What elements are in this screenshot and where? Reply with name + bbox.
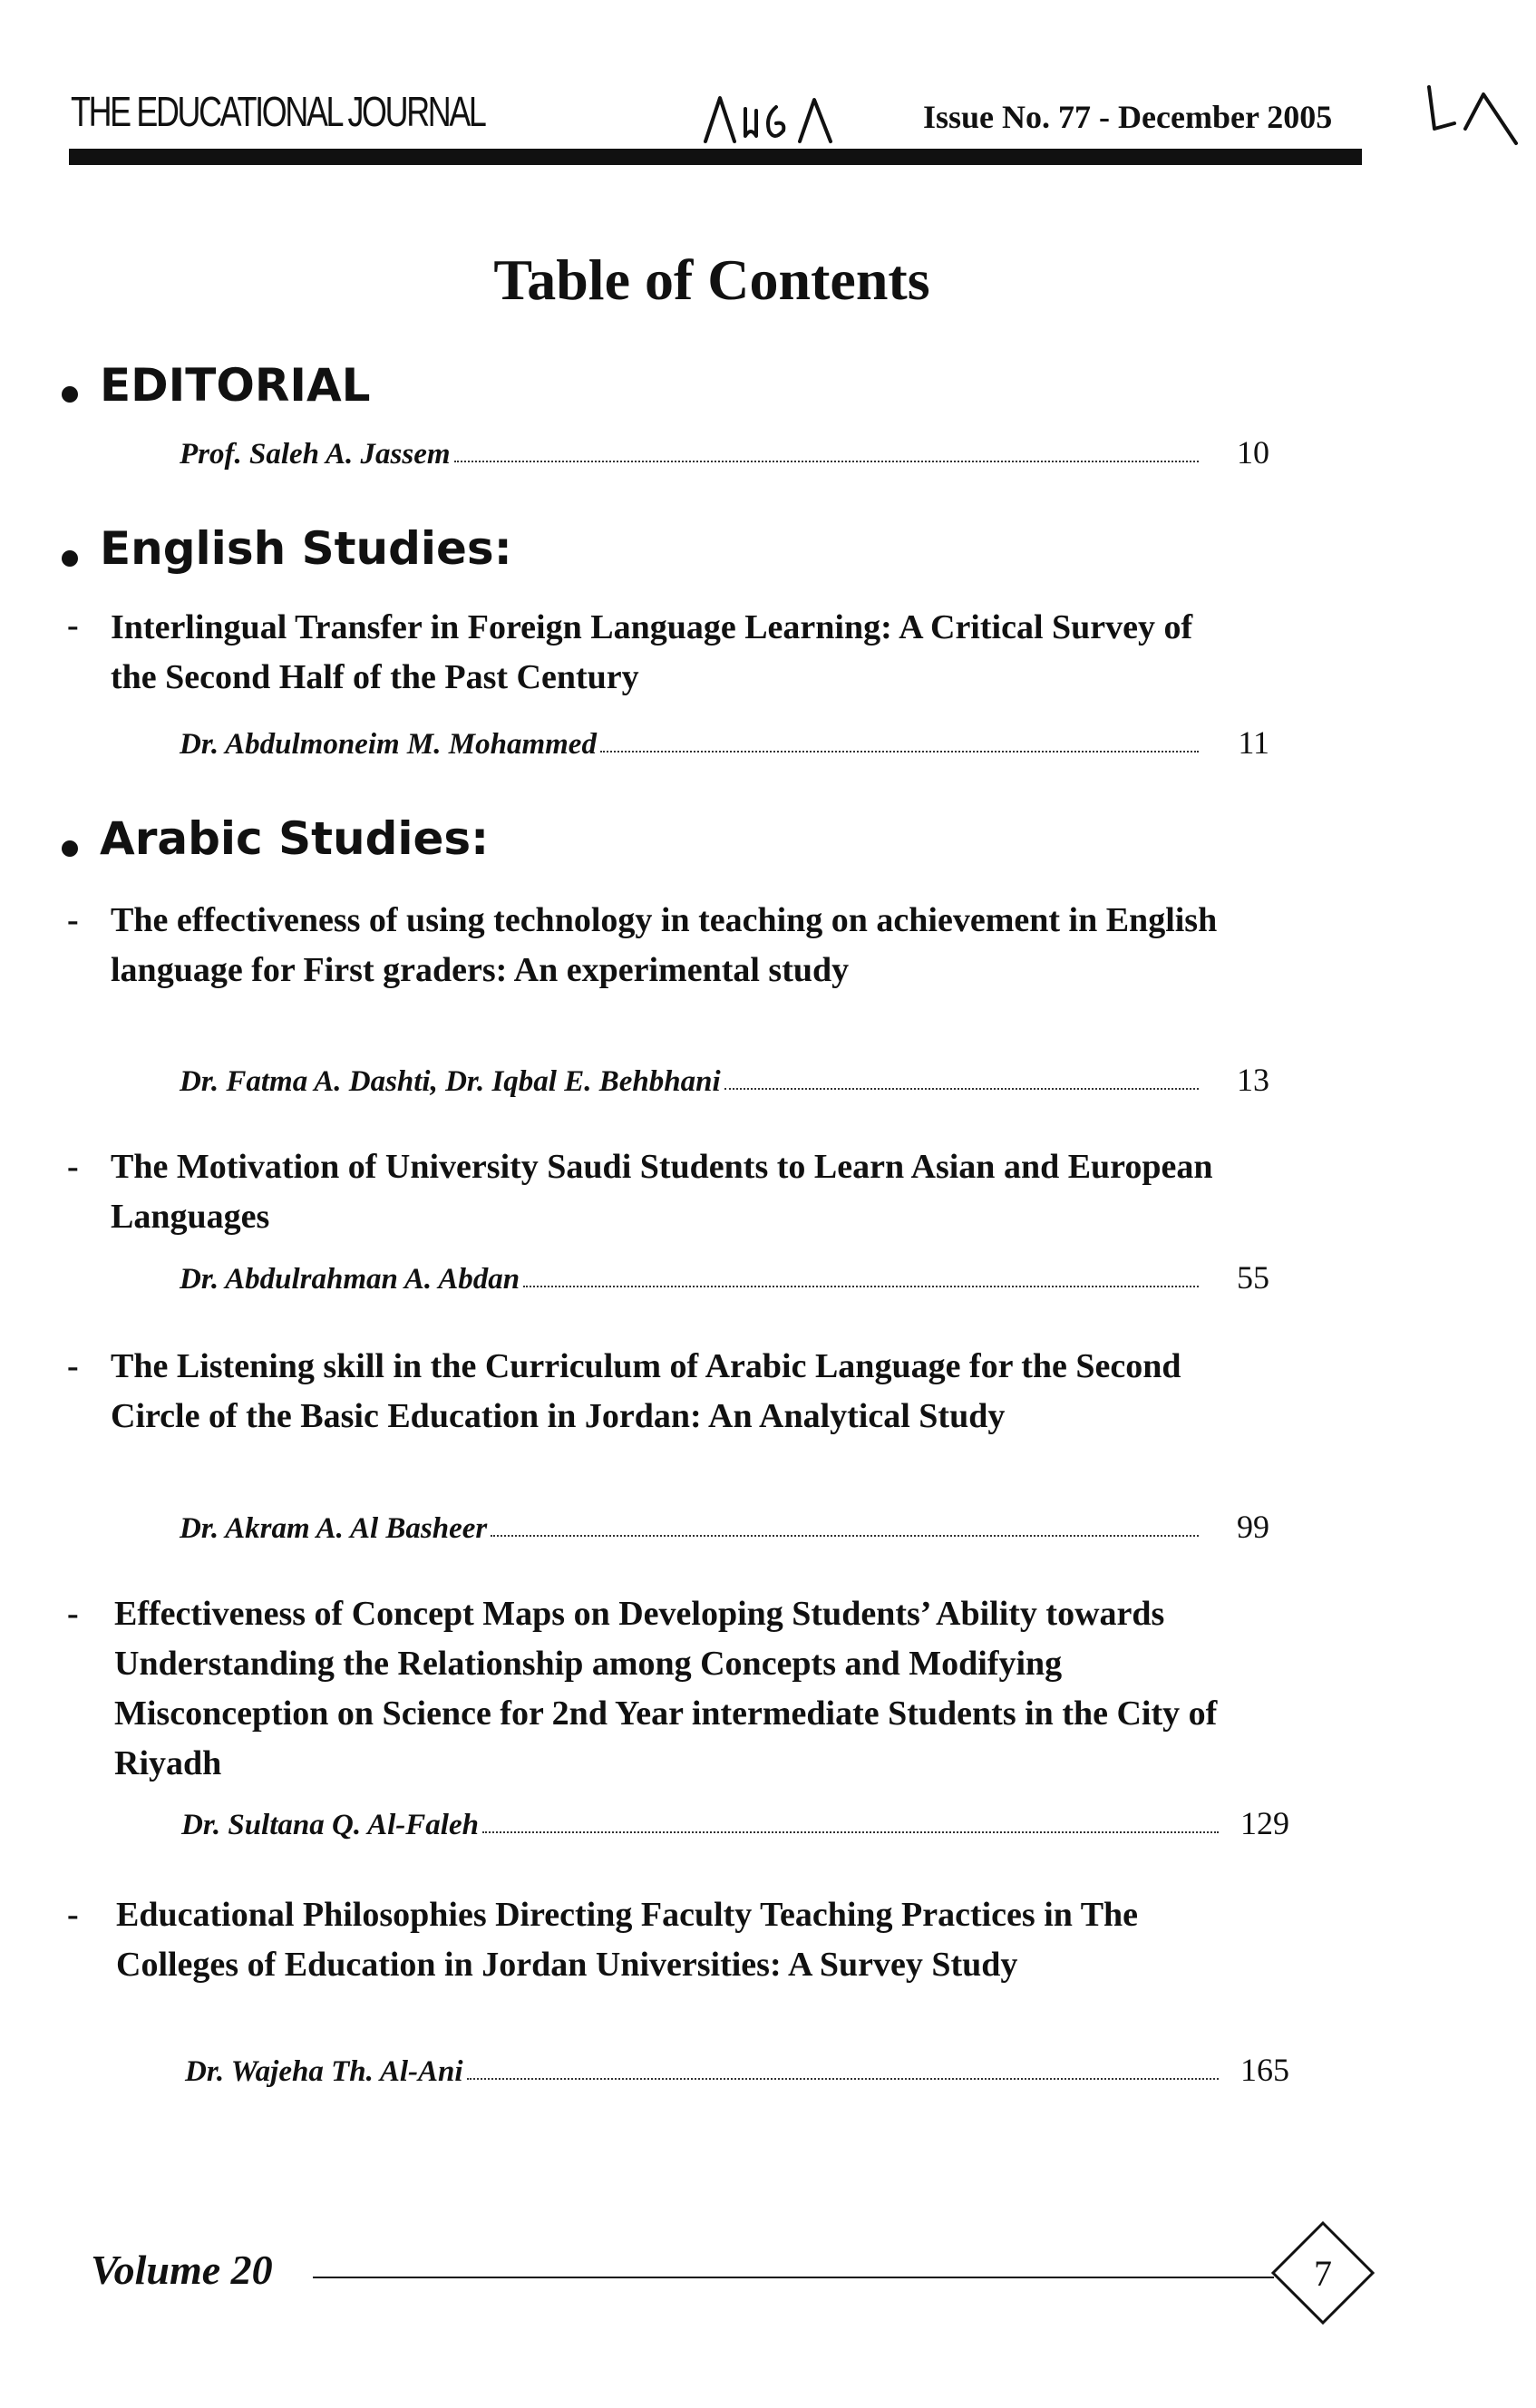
entry-title[interactable]: The Motivation of University Saudi Students to Learn Asian and European Languages bbox=[111, 1148, 1213, 1236]
entry-dash: - bbox=[67, 1347, 79, 1385]
toc-entry[interactable] bbox=[180, 1508, 1269, 1546]
entry-author: Dr. Sultana Q. Al-Faleh bbox=[181, 1809, 479, 1841]
entry-author: Dr. Wajeha Th. Al-Ani bbox=[185, 2055, 463, 2088]
entry-page: 165 bbox=[1240, 2052, 1289, 2088]
handwritten-mark bbox=[698, 91, 852, 147]
entry-author: Prof. Saleh A. Jassem bbox=[180, 438, 451, 471]
entry-dash: - bbox=[67, 1896, 79, 1934]
entry-page: 129 bbox=[1240, 1805, 1289, 1841]
issue-info: Issue No. 77 - December 2005 bbox=[923, 99, 1333, 135]
handwritten-mark bbox=[1424, 78, 1525, 150]
entry-title[interactable]: Interlingual Transfer in Foreign Language Learning: A Critical Survey of the Second Half of the Past Century bbox=[111, 608, 1193, 696]
toc-entry[interactable] bbox=[180, 1258, 1269, 1296]
dot-leader bbox=[600, 750, 1199, 752]
page-title: Table of Contents bbox=[493, 248, 930, 312]
page-number: 7 bbox=[1314, 2253, 1332, 2294]
entry-dash: - bbox=[67, 607, 79, 645]
dot-leader bbox=[467, 2077, 1219, 2080]
entry-title[interactable]: Effectiveness of Concept Maps on Developing Students’ Ability towards Understanding the Relationship among Concepts and Modifying Misconception on Science for 2nd Year intermediate Students in the City of Riyadh bbox=[114, 1595, 1218, 1782]
entry-dash: - bbox=[67, 1148, 79, 1186]
entry-dash: - bbox=[67, 1595, 79, 1633]
header-rule bbox=[69, 149, 1362, 165]
journal-title: THE EDUCATIONAL JOURNAL bbox=[71, 88, 485, 135]
dot-leader bbox=[523, 1285, 1199, 1287]
section-heading-arabic: Arabic Studies: bbox=[100, 812, 490, 865]
entry-page: 99 bbox=[1237, 1509, 1269, 1545]
entry-page: 11 bbox=[1238, 724, 1269, 761]
toc-entry[interactable] bbox=[180, 1061, 1269, 1099]
dot-leader bbox=[491, 1534, 1199, 1537]
dot-leader bbox=[482, 1830, 1219, 1833]
entry-author: Dr. Akram A. Al Basheer bbox=[180, 1512, 488, 1545]
volume-label: Volume 20 bbox=[91, 2247, 273, 2293]
entry-title[interactable]: The effectiveness of using technology in teaching on achievement in English language for First graders: An experimental study bbox=[111, 901, 1218, 989]
dot-leader bbox=[454, 460, 1199, 462]
bullet bbox=[62, 550, 78, 567]
entry-page: 10 bbox=[1237, 434, 1269, 471]
bullet bbox=[62, 840, 78, 857]
entry-title[interactable]: The Listening skill in the Curriculum of Arabic Language for the Second Circle of the Basic Education in Jordan: An Analytical Study bbox=[111, 1347, 1181, 1435]
toc-entry[interactable] bbox=[181, 1804, 1289, 1842]
bullet bbox=[62, 386, 78, 403]
entry-dash: - bbox=[67, 901, 79, 939]
entry-author: Dr. Abdulrahman A. Abdan bbox=[180, 1263, 520, 1296]
entry-title[interactable]: Educational Philosophies Directing Faculty Teaching Practices in The Colleges of Education in Jordan Universities: A Survey Study bbox=[116, 1896, 1139, 1984]
toc-entry[interactable] bbox=[180, 723, 1269, 762]
toc-entry-editorial[interactable] bbox=[180, 433, 1269, 471]
dot-leader bbox=[724, 1087, 1199, 1090]
entry-page: 13 bbox=[1237, 1062, 1269, 1098]
entry-author: Dr. Abdulmoneim M. Mohammed bbox=[180, 728, 597, 761]
section-heading-english: English Studies: bbox=[100, 522, 512, 575]
section-heading-editorial: EDITORIAL bbox=[100, 359, 371, 412]
toc-entry[interactable] bbox=[185, 2051, 1289, 2089]
footer-rule bbox=[313, 2277, 1274, 2278]
entry-author: Dr. Fatma A. Dashti, Dr. Iqbal E. Behbhani bbox=[180, 1065, 721, 1098]
entry-page: 55 bbox=[1237, 1259, 1269, 1296]
